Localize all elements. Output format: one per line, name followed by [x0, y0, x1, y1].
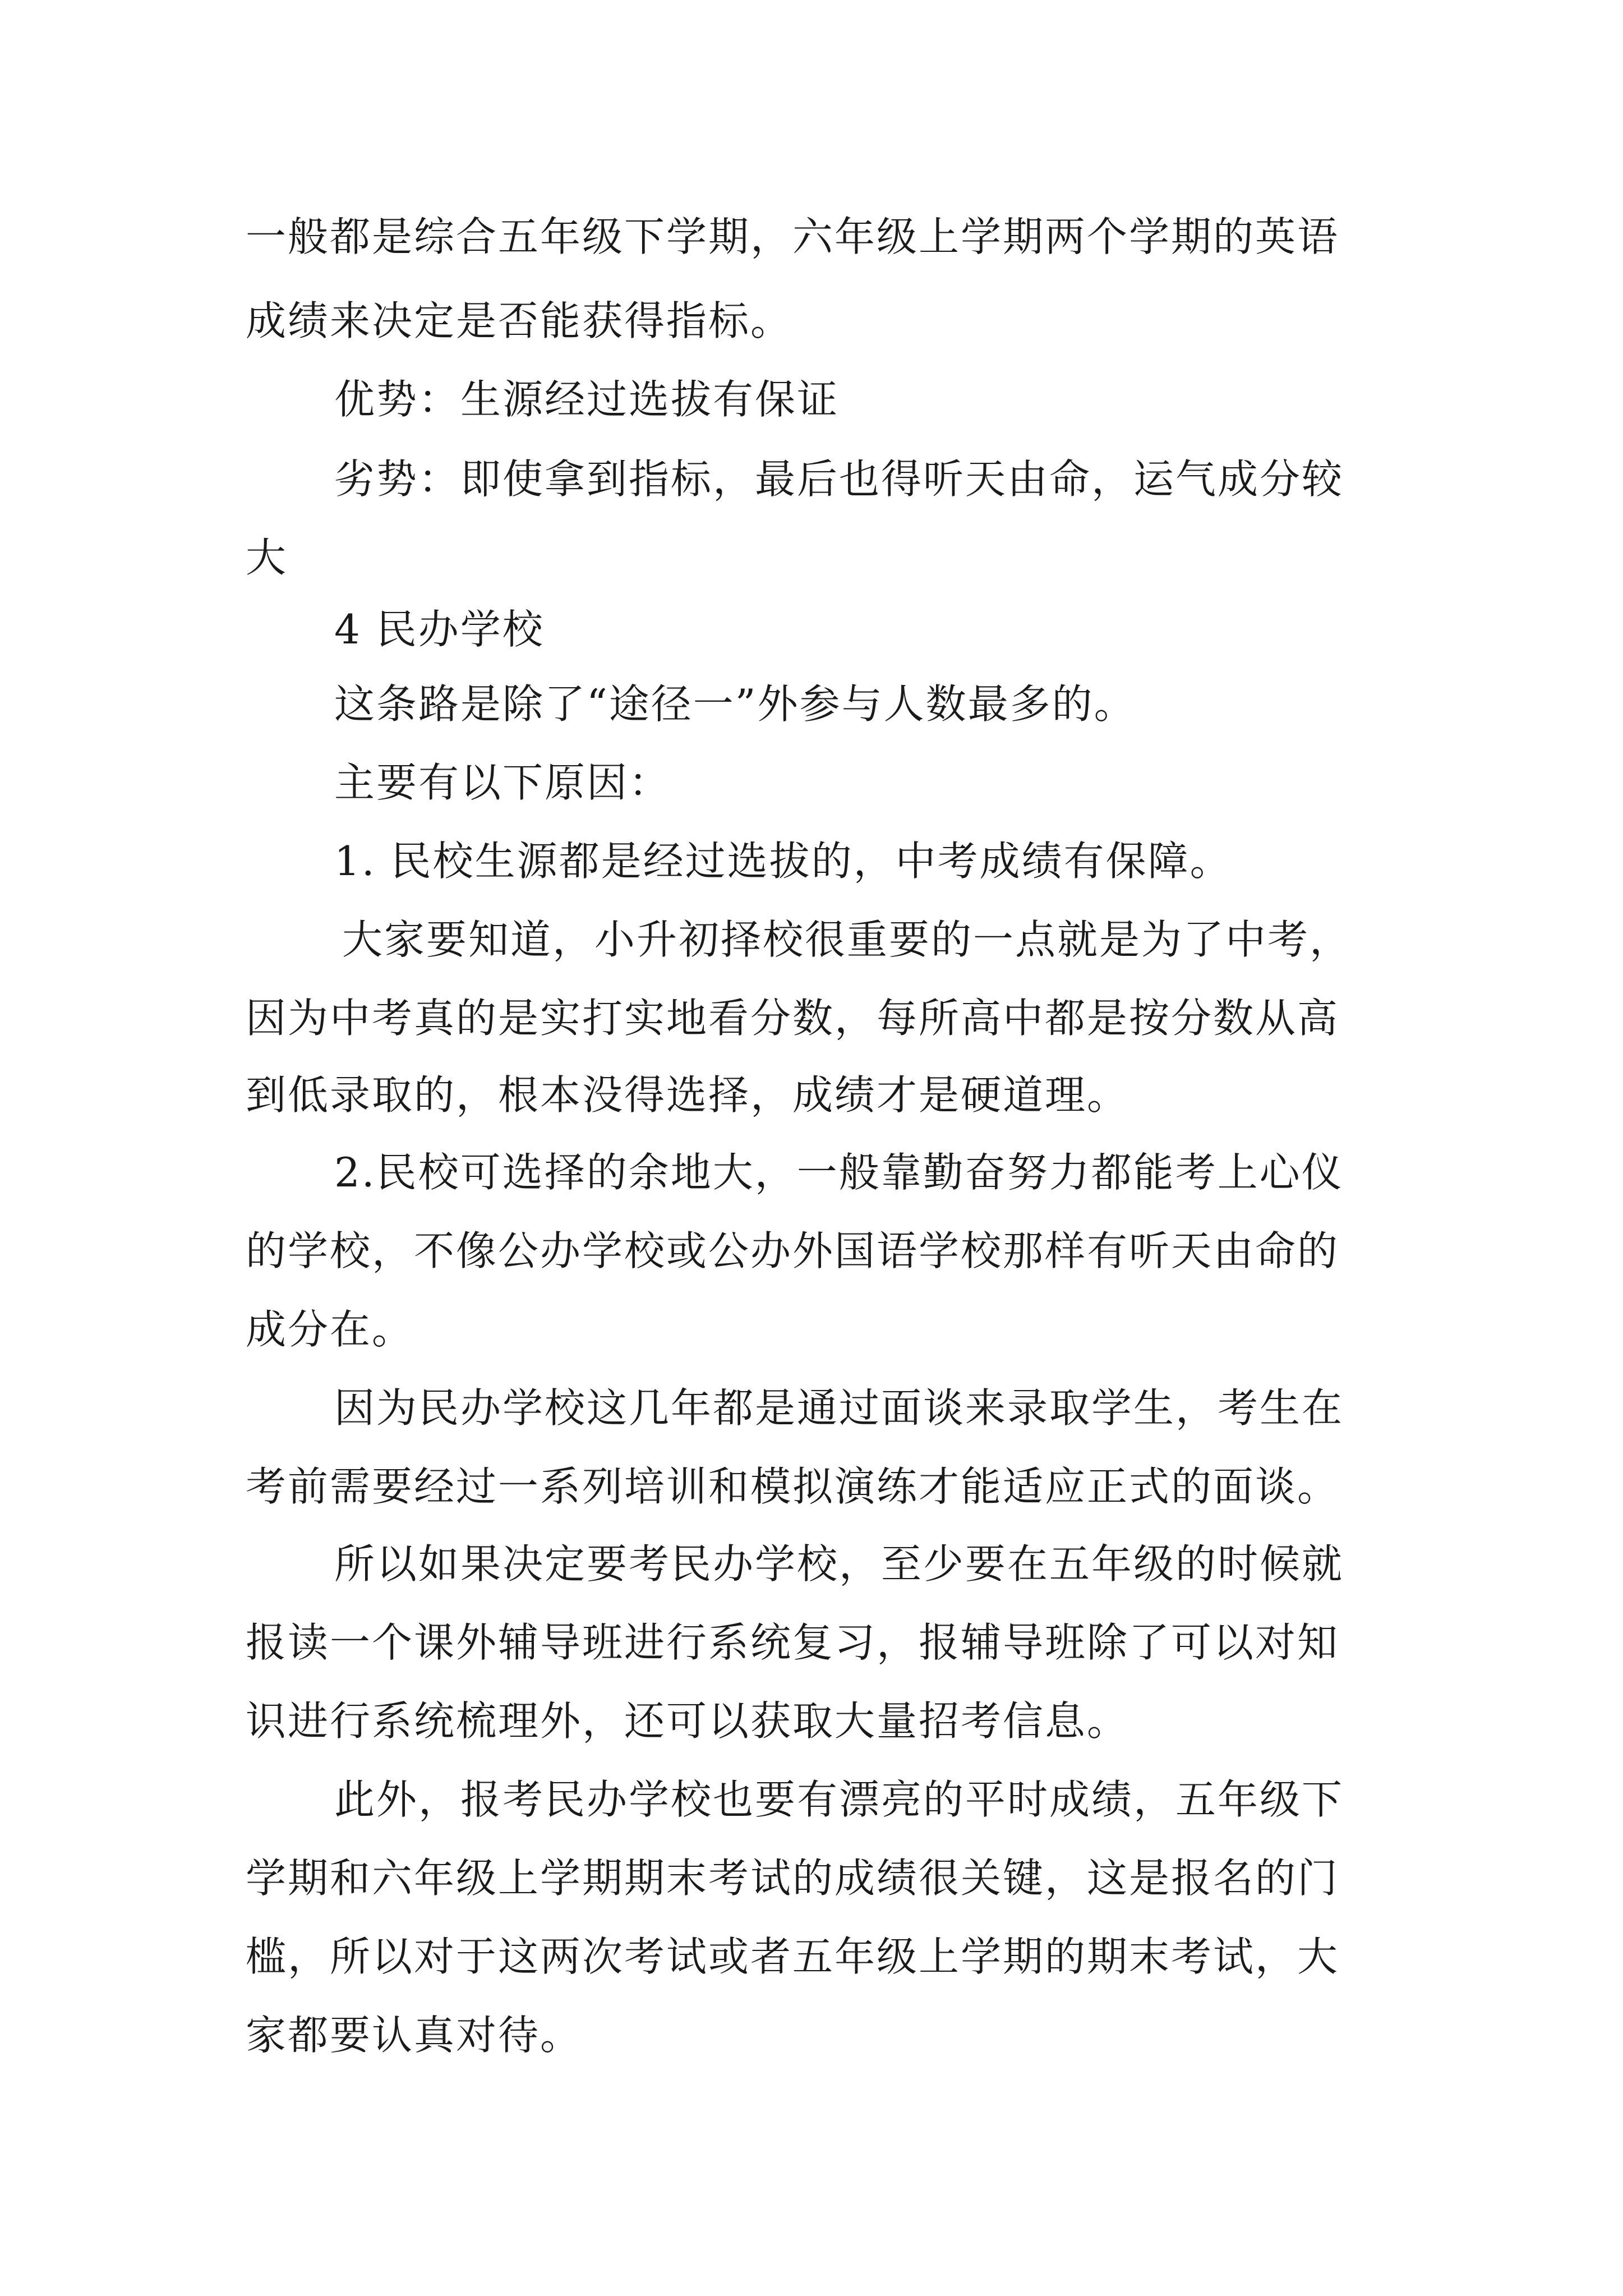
text-line: 识进行系统梳理外，还可以获取大量招考信息。 [246, 1697, 1129, 1745]
text-line: 劣势：即使拿到指标，最后也得听天由命，运气成分较 [334, 455, 1344, 503]
text-line: 大家要知道，小升初择校很重要的一点就是为了中考， [342, 916, 1352, 963]
text-line: 成绩来决定是否能获得指标。 [246, 297, 793, 344]
text-line: 大 [246, 534, 288, 581]
text-line: 槛，所以对于这两次考试或者五年级上学期的期末考试，大 [246, 1933, 1340, 1980]
text-line: 因为民办学校这几年都是通过面谈来录取学生，考生在 [334, 1384, 1344, 1432]
text-line: 优势：生源经过选拔有保证 [334, 376, 840, 423]
text-line: 学期和六年级上学期期末考试的成绩很关键，这是报名的门 [246, 1855, 1340, 1902]
text-line: 2.民校可选择的余地大，一般靠勤奋努力都能考上心仪 [334, 1149, 1344, 1196]
text-line: 这条路是除了“途径一”外参与人数最多的。 [334, 680, 1136, 728]
text-line: 因为中考真的是实打实地看分数，每所高中都是按分数从高 [246, 995, 1340, 1042]
text-line: 此外，报考民办学校也要有漂亮的平时成绩，五年级下 [334, 1776, 1344, 1823]
text-line: 成分在。 [246, 1306, 414, 1353]
text-line: 到低录取的，根本没得选择，成绩才是硬道理。 [246, 1071, 1129, 1119]
text-line: 一般都是综合五年级下学期，六年级上学期两个学期的英语 [246, 213, 1340, 260]
text-line: 主要有以下原因： [334, 759, 671, 806]
text-line: 考前需要经过一系列培训和模拟演练才能适应正式的面谈。 [246, 1463, 1340, 1510]
text-line: 1. 民校生源都是经过选拔的，中考成绩有保障。 [334, 838, 1232, 885]
text-line: 的学校，不像公办学校或公办外国语学校那样有听天由命的 [246, 1227, 1340, 1274]
text-line: 家都要认真对待。 [246, 2012, 583, 2059]
section-heading: 4 民办学校 [334, 606, 545, 653]
text-line: 所以如果决定要考民办学校，至少要在五年级的时候就 [334, 1540, 1344, 1588]
text-line: 报读一个课外辅导班进行系统复习，报辅导班除了可以对知 [246, 1619, 1340, 1666]
